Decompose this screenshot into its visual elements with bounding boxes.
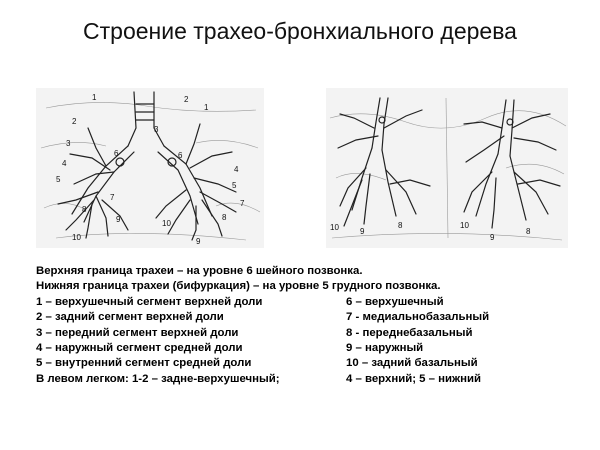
segment-number-label: 1 xyxy=(92,93,97,102)
segment-right-label: 8 - переднебазальный xyxy=(346,326,473,339)
segment-number-label: 10 xyxy=(72,233,81,242)
segment-number-label: 5 xyxy=(232,181,237,190)
segment-number-label: 4 xyxy=(234,165,239,174)
segment-number-label: 5 xyxy=(56,175,61,184)
segment-left-label: 5 – внутренний сегмент средней доли xyxy=(36,357,252,370)
segment-row xyxy=(36,356,576,371)
segment-left-label: 1 – верхушечный сегмент верхней доли xyxy=(36,295,263,308)
segment-number-label: 8 xyxy=(526,227,531,236)
segment-number-label: 2 xyxy=(72,117,77,126)
segment-right-label: 9 – наружный xyxy=(346,342,424,355)
segment-number-label: 10 xyxy=(460,221,469,230)
segment-row xyxy=(36,341,576,356)
segment-number-label: 9 xyxy=(360,227,365,236)
segment-right-label: 10 – задний базальный xyxy=(346,357,478,370)
segment-number-label: 8 xyxy=(82,205,87,214)
segment-number-label: 1 xyxy=(204,103,209,112)
segment-right-label: 6 – верхушечный xyxy=(346,295,444,308)
segment-right-label: 4 – верхний; 5 – нижний xyxy=(346,372,482,385)
segment-number-label: 3 xyxy=(154,125,159,134)
segment-number-label: 9 xyxy=(116,215,121,224)
segment-left-label: В левом легком: 1-2 – задне-верхушечный; xyxy=(36,372,280,385)
segment-number-label: 8 xyxy=(222,213,227,222)
segment-right-label: 7 - медиальнобазальный xyxy=(346,311,490,324)
segment-number-label: 7 xyxy=(240,199,245,208)
segment-number-label: 4 xyxy=(62,159,67,168)
segment-number-label: 6 xyxy=(114,149,119,158)
segment-number-label: 8 xyxy=(398,221,403,230)
segment-number-label: 2 xyxy=(184,95,189,104)
segment-row xyxy=(36,295,576,310)
bronchial-tree-lateral-figure xyxy=(326,88,568,248)
segment-number-label: 9 xyxy=(196,237,201,246)
caption-block xyxy=(36,264,576,387)
segment-number-label: 9 xyxy=(490,233,495,242)
segment-number-label: 6 xyxy=(178,151,183,160)
segment-left-label: 4 – наружный сегмент средней доли xyxy=(36,342,243,355)
segment-row xyxy=(36,310,576,325)
segment-number-label: 7 xyxy=(110,193,115,202)
segment-row xyxy=(36,326,576,341)
bronchial-tree-frontal-drawing xyxy=(36,88,264,248)
segment-number-label: 10 xyxy=(330,223,339,232)
segment-number-label: 10 xyxy=(162,219,171,228)
segment-left-label: 2 – задний сегмент верхней доли xyxy=(36,311,224,324)
caption-line-trachea-lower: Нижняя граница трахеи (бифуркация) – на уровне 5 грудного позвонка. xyxy=(36,280,441,293)
segment-row-left-lung xyxy=(36,372,576,387)
bronchial-tree-frontal-figure xyxy=(36,88,264,248)
caption-line-trachea-upper: Верхняя граница трахеи – на уровне 6 шейного позвонка. xyxy=(36,265,363,277)
segment-number-label: 3 xyxy=(66,139,71,148)
bronchial-tree-lateral-drawing xyxy=(326,88,568,248)
page-title: Строение трахео-бронхиального дерева xyxy=(83,18,517,44)
segment-left-label: 3 – передний сегмент верхней доли xyxy=(36,326,239,339)
